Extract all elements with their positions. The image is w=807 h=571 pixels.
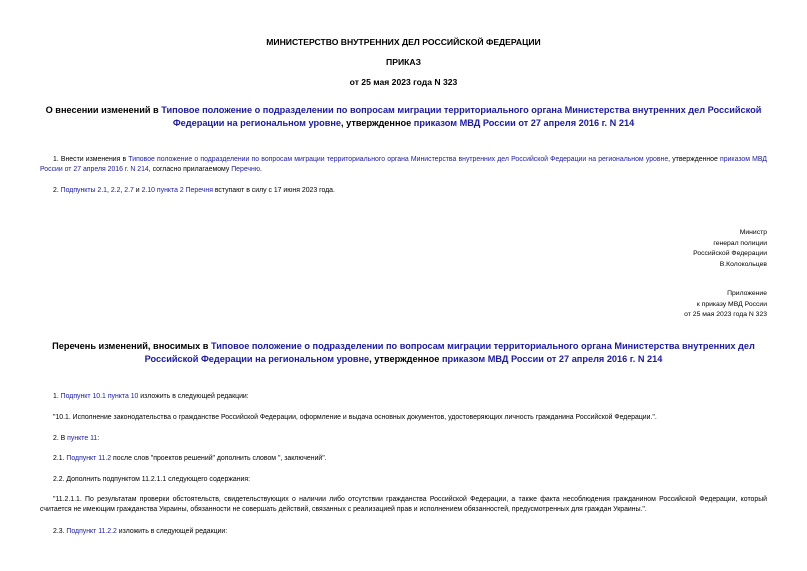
signature-name: В.Колокольцев — [719, 260, 767, 268]
link-order-214[interactable]: приказом МВД России от 27 апреля 2016 г. N 214 — [413, 117, 635, 128]
item2-link-point-11[interactable]: пункте 11 — [67, 435, 98, 442]
signature-rank: генерал полиции — [713, 239, 767, 247]
appendix-label: Приложение — [727, 290, 767, 297]
p1-link-list[interactable]: Перечню — [231, 165, 260, 173]
order-title: О внесении изменений в Типовое положение о подразделении по вопросам миграции территориального органа Министерства внутренних дел Российской Федерации на региональном уровне, утвержденное приказом МВД России от 27 апреля 2016 г. N 214 — [45, 105, 762, 128]
quote-11-2-1-1: "11.2.1.1. По результатам проверки обстоятельств, свидетельствующих о наличии либо отсутствии гражданства Российской Федерации, а также факта несоблюдения гражданином Российской Федерации, который считается не имеющим гражданства Украины, обязанности не совершать действий, связанных с реализацией прав и исполнением обязанностей, предусмотренных для граждан Украины.". — [40, 496, 767, 513]
doc-date-number: от 25 мая 2023 года N 323 — [349, 77, 458, 87]
paragraph-2: 2. Подпункты 2.1, 2.2, 2.7 и 2.10 пункта 2 Перечня вступают в силу с 17 июня 2023 года. — [53, 187, 335, 194]
item-1: 1. Подпункт 10.1 пункта 10 изложить в следующей редакции: — [53, 393, 249, 400]
ministry-heading: МИНИСТЕРСТВО ВНУТРЕННИХ ДЕЛ РОССИЙСКОЙ ФЕДЕРАЦИИ — [266, 37, 541, 47]
item1-link-10-1[interactable]: Подпункт 10.1 — [60, 393, 106, 400]
appendix-date: от 25 мая 2023 года N 323 — [684, 311, 767, 319]
p2-link-2-2[interactable]: 2.2 — [110, 187, 121, 194]
paragraph-1: 1. Внести изменения в Типовое положение о подразделении по вопросам миграции территориального органа Министерства внутренних дел Российской Федерации на региональном уровне, утвержденное приказом МВД России от 27 апреля 2016 г. N 214, согласно прилагаемому Перечню. — [40, 156, 767, 173]
item21-link-11-2[interactable]: Подпункт 11.2 — [66, 455, 112, 462]
list-title: Перечень изменений, вносимых в Типовое положение о подразделении по вопросам миграции территориального органа Министерства внутренних дел Российской Федерации на региональном уровне, утвержденное приказом МВД России от 27 апреля 2016 г. N 214 — [52, 341, 755, 364]
list-link-order[interactable]: приказом МВД России от 27 апреля 2016 г. N 214 — [441, 353, 663, 364]
doc-type: ПРИКАЗ — [386, 57, 421, 67]
p2-link-2-1[interactable]: Подпункты 2.1 — [60, 187, 108, 194]
item23-link-11-2-2[interactable]: Подпункт 11.2.2 — [66, 528, 117, 535]
item-2-1: 2.1. Подпункт 11.2 после слов "проектов решений" дополнить словом ", заключений". — [53, 455, 327, 462]
p1-link-regulation[interactable]: Типовое положение о подразделении по вопросам миграции территориального органа Министерства внутренних дел Российской Федерации на региональном уровне — [128, 156, 669, 163]
item-2-2: 2.2. Дополнить подпунктом 11.2.1.1 следующего содержания: — [53, 476, 251, 483]
appendix-ref: к приказу МВД России — [696, 300, 767, 308]
signature-title: Министр — [739, 229, 767, 236]
link-typical-regulation[interactable]: Типовое положение о подразделении по вопросам миграции территориального органа Министерства внутренних дел Российской Федерации на региональном уровне — [161, 105, 762, 128]
item1-link-point-10[interactable]: пункта 10 — [107, 393, 139, 400]
p2-link-2-7[interactable]: 2.7 — [124, 187, 134, 194]
p2-link-2-10[interactable]: 2.10 — [141, 187, 155, 194]
p2-link-list[interactable]: Перечня — [185, 187, 213, 194]
item-2: 2. В пункте 11: — [53, 435, 100, 442]
p2-link-point-2[interactable]: пункта 2 — [156, 187, 184, 194]
item-2-3: 2.3. Подпункт 11.2.2 изложить в следующей редакции: — [53, 528, 228, 535]
list-link-regulation[interactable]: Типовое положение о подразделении по вопросам миграции территориального органа Министерства внутренних дел Российской Федерации на региональном уровне — [144, 341, 755, 364]
quote-10-1: "10.1. Исполнение законодательства о гражданстве Российской Федерации, оформление и выдача основных документов, удостоверяющих личность гражданина Российской Федерации.". — [53, 414, 657, 421]
appendix-block — [684, 289, 767, 321]
signature-block — [693, 228, 767, 270]
signature-country: Российской Федерации — [693, 250, 767, 258]
p1-link-order[interactable]: приказом МВД России от 27 апреля 2016 г. N 214 — [40, 156, 767, 173]
